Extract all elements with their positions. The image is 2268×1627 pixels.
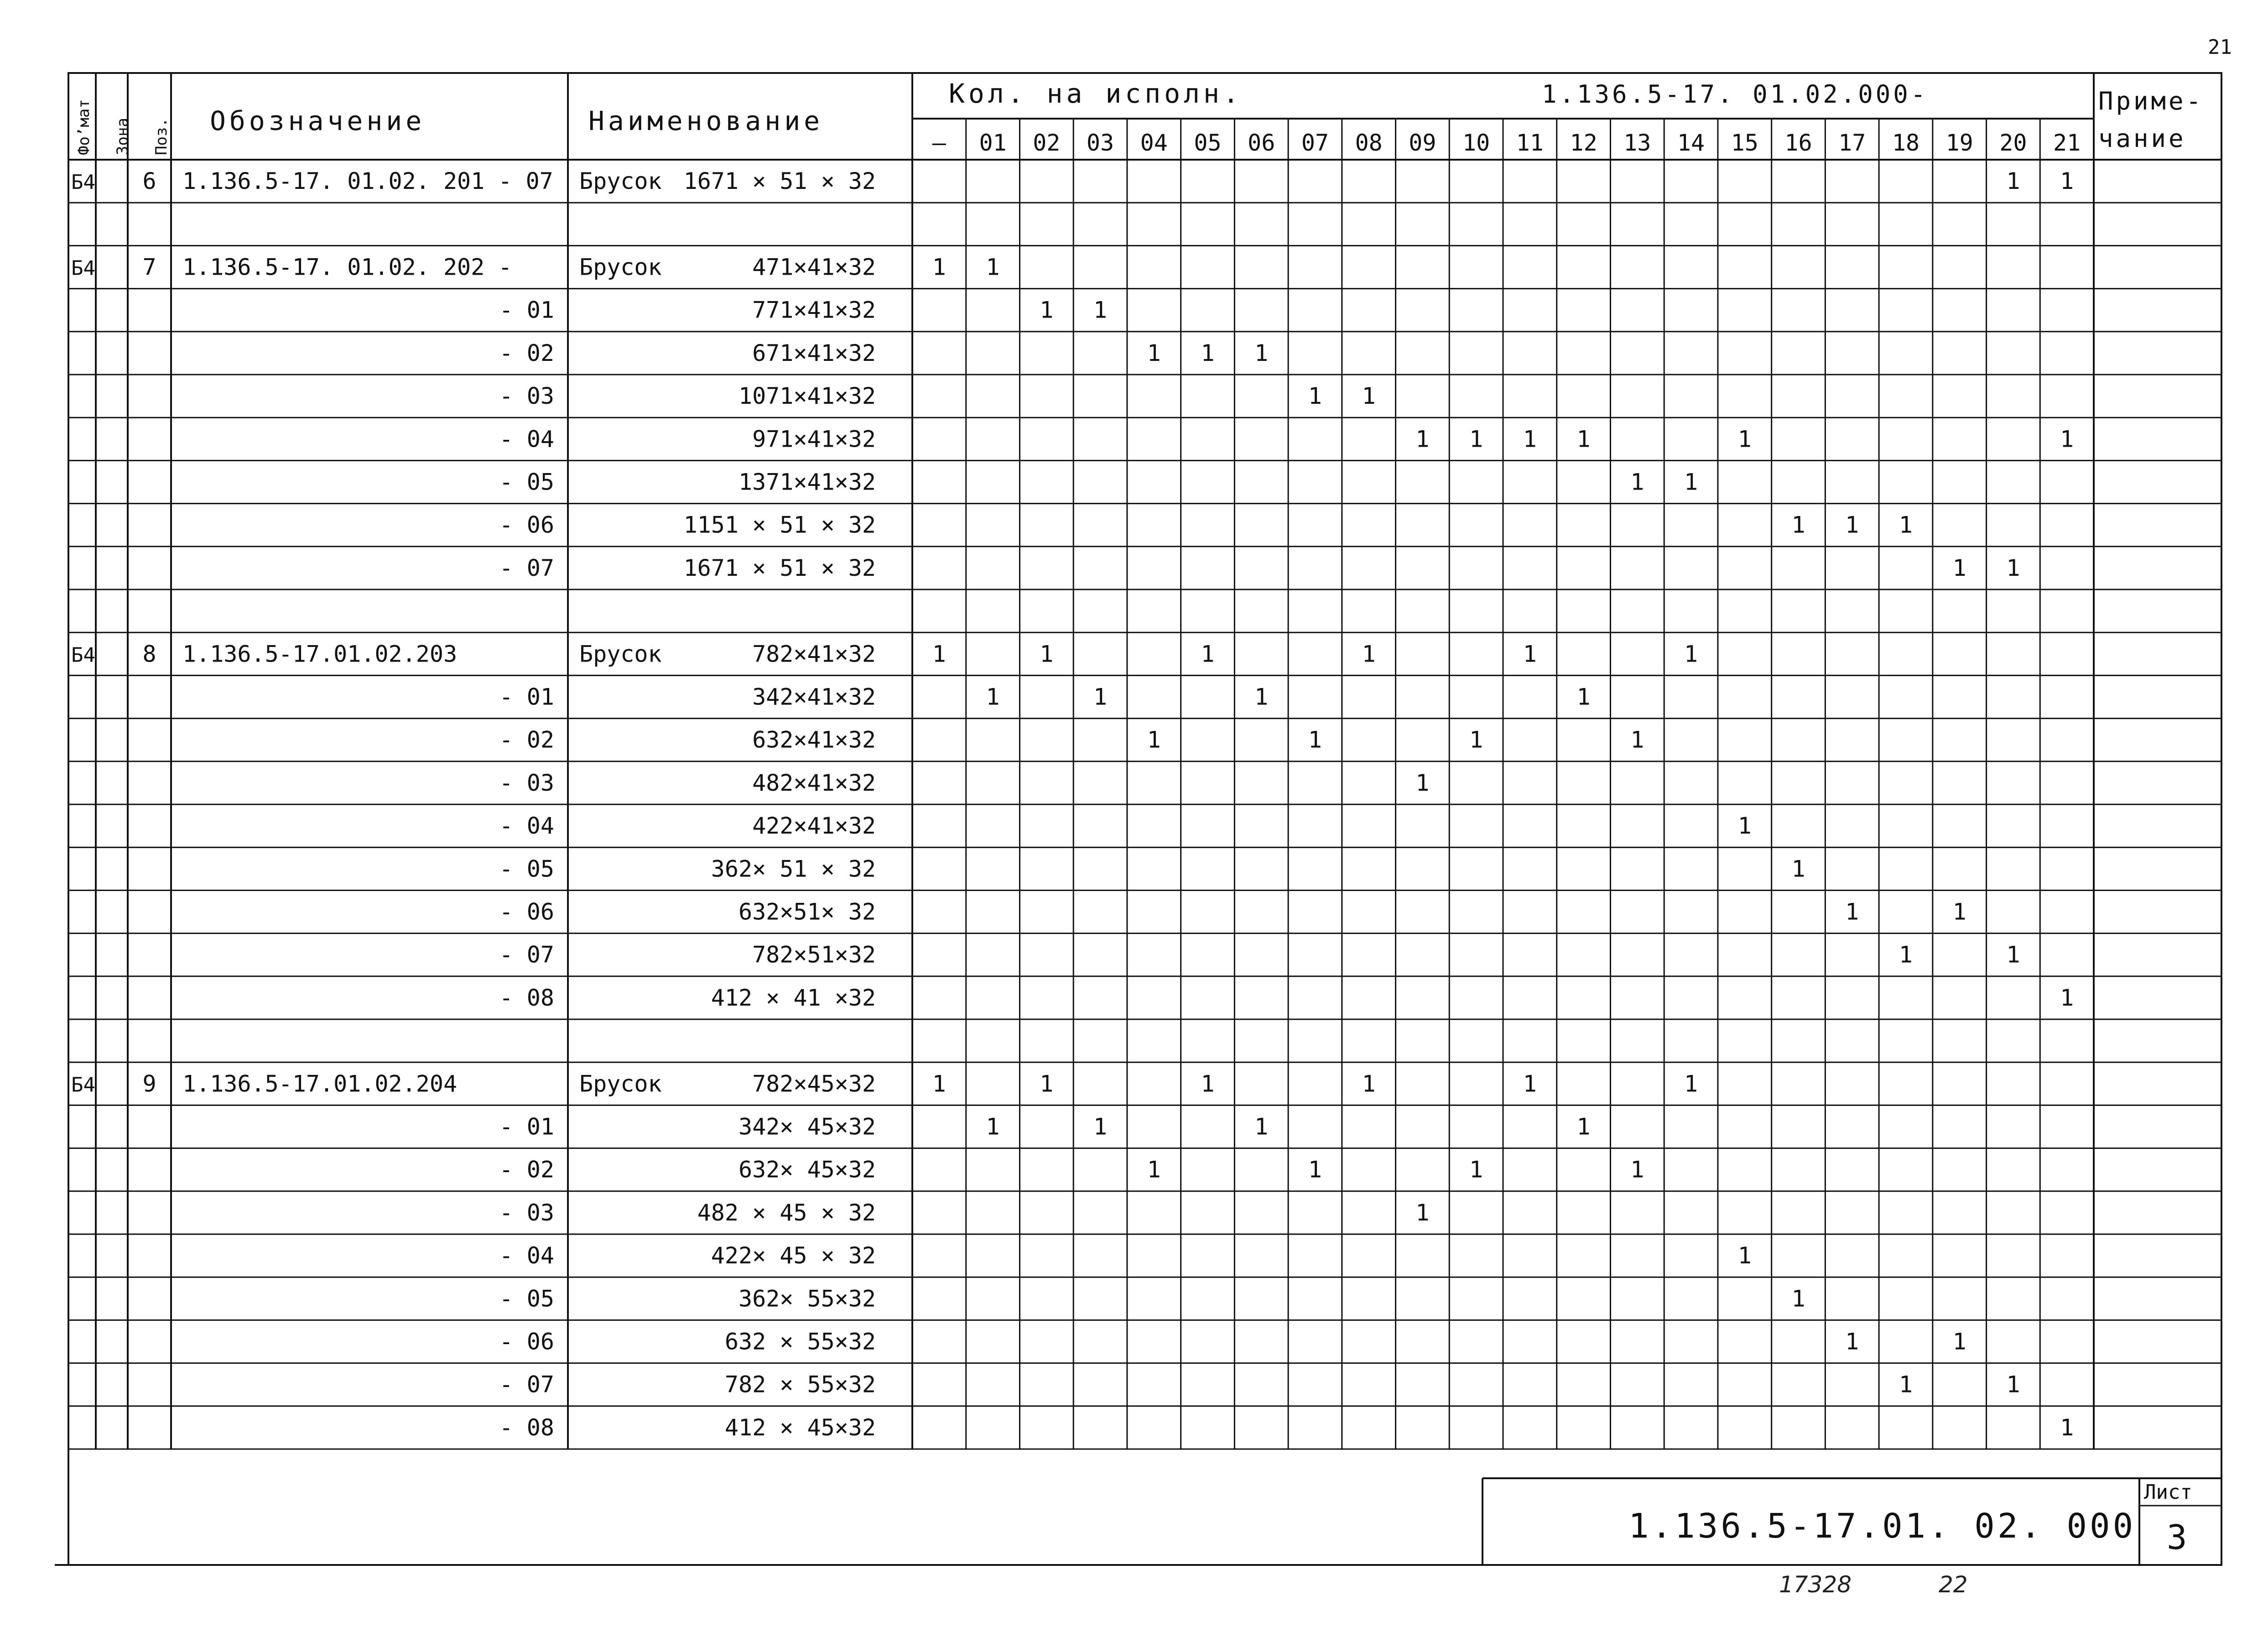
size-cell: 1151 × 51 × 32 — [683, 511, 876, 538]
designation-cell: - 04 — [499, 1242, 554, 1269]
qty-mark: 1 — [1899, 511, 1913, 538]
variant-header-07: 07 — [1301, 130, 1329, 156]
size-cell: 1671 × 51 × 32 — [683, 168, 876, 195]
variant-header-05: 05 — [1194, 130, 1222, 156]
variant-header-01: 01 — [979, 130, 1007, 156]
designation-cell: - 06 — [499, 898, 554, 925]
variant-header-10: 10 — [1462, 130, 1490, 156]
header-zone: Зона — [114, 118, 132, 155]
table-row — [499, 1371, 2020, 1398]
qty-mark: 1 — [1523, 641, 1537, 667]
qty-mark: 1 — [1201, 339, 1215, 366]
variant-headers — [932, 130, 2081, 156]
size-cell: 422×41×32 — [752, 813, 876, 840]
qty-mark: 1 — [1791, 511, 1805, 538]
designation-cell: - 03 — [499, 1199, 554, 1226]
qty-mark: 1 — [2060, 984, 2074, 1011]
size-cell: 362× 55×32 — [738, 1285, 876, 1312]
size-cell: 1671 × 51 × 32 — [683, 554, 876, 581]
table-row — [499, 1113, 1591, 1140]
qty-mark: 1 — [2006, 1371, 2020, 1398]
qty-mark: 1 — [1415, 426, 1430, 453]
table-row — [499, 512, 1913, 538]
designation-cell: - 05 — [499, 469, 554, 495]
size-cell: 671×41×32 — [752, 339, 876, 366]
table-row — [499, 770, 1430, 796]
variant-header-18: 18 — [1892, 130, 1920, 156]
table-row — [499, 1199, 1430, 1226]
table-row — [499, 297, 1108, 323]
variant-header-12: 12 — [1570, 130, 1597, 156]
designation-cell: - 07 — [499, 1371, 554, 1398]
table-row — [71, 1070, 1698, 1097]
position-cell: 9 — [142, 1070, 156, 1097]
table-row — [499, 898, 1966, 925]
qty-mark: 1 — [1845, 898, 1859, 925]
designation-cell: 1.136.5-17.01.02.204 — [182, 1070, 458, 1097]
qty-mark: 1 — [1093, 683, 1108, 710]
table-row — [499, 383, 1376, 409]
inventory-number: 17328 — [1779, 1571, 1852, 1598]
table-row — [499, 555, 2020, 581]
designation-cell: - 06 — [499, 1328, 554, 1355]
qty-mark: 1 — [986, 1113, 1000, 1140]
size-cell: 482 × 45 × 32 — [697, 1199, 876, 1226]
qty-mark: 1 — [1899, 941, 1913, 968]
designation-cell: - 08 — [499, 984, 554, 1011]
table-row — [499, 683, 1591, 710]
qty-mark: 1 — [1523, 1070, 1537, 1097]
qty-mark: 1 — [1362, 641, 1376, 667]
format-cell: Б4 — [71, 171, 95, 194]
size-cell: 1371×41×32 — [738, 469, 876, 495]
designation-cell: - 04 — [499, 813, 554, 840]
table-row — [499, 1242, 1752, 1269]
header-name: Наименование — [588, 105, 824, 136]
variant-header-16: 16 — [1784, 130, 1812, 156]
variant-header-11: 11 — [1516, 130, 1544, 156]
name-cell: Брусок — [579, 1070, 662, 1097]
qty-mark: 1 — [1684, 1070, 1698, 1097]
qty-mark: 1 — [2060, 168, 2074, 195]
variant-header-15: 15 — [1731, 130, 1758, 156]
size-cell: 412 × 45×32 — [724, 1414, 876, 1441]
table-row — [499, 426, 2074, 452]
qty-mark: 1 — [1791, 855, 1805, 882]
size-cell: 782 × 55×32 — [724, 1371, 876, 1398]
qty-mark: 1 — [1845, 1328, 1859, 1355]
size-cell: 471×41×32 — [752, 254, 876, 281]
table-row — [499, 942, 2020, 968]
qty-mark: 1 — [1737, 426, 1752, 453]
table-row — [71, 641, 1698, 667]
size-cell: 362× 51 × 32 — [711, 855, 876, 882]
name-cell: Брусок — [579, 254, 662, 281]
table-header — [75, 78, 2204, 156]
qty-mark: 1 — [1254, 1113, 1269, 1140]
variant-header-20: 20 — [1999, 130, 2027, 156]
position-cell: 6 — [142, 168, 156, 195]
size-cell: 412 × 41 ×32 — [711, 984, 876, 1011]
size-cell: 342×41×32 — [752, 683, 876, 710]
qty-mark: 1 — [986, 254, 1000, 281]
designation-cell: - 01 — [499, 1113, 554, 1140]
qty-mark: 1 — [1952, 554, 1966, 581]
qty-mark: 1 — [1791, 1285, 1805, 1312]
qty-mark: 1 — [932, 641, 946, 667]
header-doc-ref: 1.136.5-17. 01.02.000- — [1542, 80, 1929, 109]
designation-cell: 1.136.5-17. 01.02. 201 - 07 — [182, 168, 553, 195]
qty-mark: 1 — [986, 683, 1000, 710]
table-row — [71, 168, 2074, 194]
header-designation: Обозначение — [210, 105, 426, 136]
size-cell: 482×41×32 — [752, 769, 876, 796]
variant-header-13: 13 — [1623, 130, 1651, 156]
qty-mark: 1 — [2006, 168, 2020, 195]
sheet-label: Лист — [2144, 1481, 2192, 1504]
name-cell: Брусок — [579, 641, 662, 667]
corner-mark: 21 — [2208, 36, 2232, 59]
qty-mark: 1 — [1845, 511, 1859, 538]
qty-mark: 1 — [1040, 297, 1054, 323]
designation-cell: - 04 — [499, 426, 554, 453]
qty-mark: 1 — [1362, 383, 1376, 410]
designation-cell: 1.136.5-17. 01.02. 202 - — [182, 254, 512, 281]
variant-header-02: 02 — [1033, 130, 1061, 156]
qty-mark: 1 — [1469, 1156, 1483, 1183]
table-row — [71, 254, 1000, 280]
designation-cell: - 06 — [499, 511, 554, 538]
size-cell: 342× 45×32 — [738, 1113, 876, 1140]
qty-mark: 1 — [1254, 339, 1269, 366]
designation-cell: - 03 — [499, 769, 554, 796]
header-note-line2: чание — [2098, 124, 2186, 153]
qty-mark: 1 — [1952, 898, 1966, 925]
title-block — [1483, 1478, 2221, 1565]
designation-cell: - 01 — [499, 297, 554, 323]
variant-header-04: 04 — [1140, 130, 1168, 156]
qty-mark: 1 — [1201, 641, 1215, 667]
variant-header-03: 03 — [1086, 130, 1114, 156]
table-row — [499, 1328, 1966, 1355]
variant-header-21: 21 — [2053, 130, 2081, 156]
qty-mark: 1 — [1899, 1371, 1913, 1398]
variant-header-09: 09 — [1409, 130, 1436, 156]
designation-cell: - 05 — [499, 1285, 554, 1312]
size-cell: 782×45×32 — [752, 1070, 876, 1097]
size-cell: 971×41×32 — [752, 426, 876, 453]
size-cell: 632× 45×32 — [738, 1156, 876, 1183]
sheet-number: 3 — [2167, 1518, 2190, 1557]
table-row — [499, 1414, 2074, 1441]
variant-header-06: 06 — [1248, 130, 1275, 156]
header-position: Поз. — [152, 118, 171, 155]
designation-cell: - 03 — [499, 383, 554, 410]
header-qty-title: Кол. на исполн. — [949, 78, 1243, 109]
table-row — [499, 469, 1698, 495]
designation-cell: - 07 — [499, 941, 554, 968]
qty-mark: 1 — [1147, 1156, 1161, 1183]
table-row — [499, 985, 2074, 1011]
qty-mark: 1 — [1469, 726, 1483, 753]
qty-mark: 1 — [1576, 683, 1591, 710]
variant-header-17: 17 — [1838, 130, 1866, 156]
designation-cell: - 02 — [499, 726, 554, 753]
name-cell: Брусок — [579, 168, 662, 195]
qty-mark: 1 — [1254, 683, 1269, 710]
qty-mark: 1 — [1093, 1113, 1108, 1140]
header-note-line1: Приме- — [2098, 87, 2204, 115]
variant-header-base: — — [932, 130, 946, 156]
position-cell: 7 — [142, 254, 156, 281]
variant-header-19: 19 — [1945, 130, 1973, 156]
qty-mark: 1 — [1576, 426, 1591, 453]
qty-mark: 1 — [2060, 426, 2074, 453]
designation-cell: - 02 — [499, 339, 554, 366]
qty-mark: 1 — [1684, 641, 1698, 667]
qty-mark: 1 — [1362, 1070, 1376, 1097]
qty-mark: 1 — [1630, 469, 1644, 495]
qty-mark: 1 — [1308, 726, 1322, 753]
qty-mark: 1 — [1630, 1156, 1644, 1183]
qty-mark: 1 — [1469, 426, 1483, 453]
qty-mark: 1 — [1630, 726, 1644, 753]
document-number: 1.136.5-17.01. 02. 000 — [1628, 1507, 2136, 1546]
table-row — [499, 1157, 1644, 1183]
format-cell: Б4 — [71, 1073, 95, 1097]
qty-mark: 1 — [1040, 641, 1054, 667]
page-number: 22 — [1939, 1571, 1968, 1598]
size-cell: 632×41×32 — [752, 726, 876, 753]
table-row — [499, 727, 1644, 753]
qty-mark: 1 — [1684, 469, 1698, 495]
qty-mark: 1 — [2006, 941, 2020, 968]
table-row — [499, 340, 1269, 366]
designation-cell: - 02 — [499, 1156, 554, 1183]
table-row — [499, 855, 1805, 882]
qty-mark: 1 — [2060, 1414, 2074, 1441]
qty-mark: 1 — [1415, 769, 1430, 796]
size-cell: 771×41×32 — [752, 297, 876, 323]
qty-mark: 1 — [1415, 1199, 1430, 1226]
variant-header-14: 14 — [1677, 130, 1705, 156]
format-cell: Б4 — [71, 643, 95, 667]
qty-mark: 1 — [932, 1070, 946, 1097]
qty-mark: 1 — [1040, 1070, 1054, 1097]
size-cell: 782×51×32 — [752, 941, 876, 968]
qty-mark: 1 — [1147, 726, 1161, 753]
outer-frame — [55, 73, 2221, 1565]
position-cell: 8 — [142, 641, 156, 667]
qty-mark: 1 — [1952, 1328, 1966, 1355]
size-cell: 782×41×32 — [752, 641, 876, 667]
header-format: Фоʼмат — [75, 99, 93, 155]
designation-cell: - 01 — [499, 683, 554, 710]
qty-mark: 1 — [2006, 554, 2020, 581]
qty-mark: 1 — [1093, 297, 1108, 323]
qty-mark: 1 — [932, 254, 946, 281]
qty-mark: 1 — [1523, 426, 1537, 453]
qty-mark: 1 — [1308, 1156, 1322, 1183]
qty-mark: 1 — [1737, 1242, 1752, 1269]
table-row — [499, 813, 1752, 839]
size-cell: 632 × 55×32 — [724, 1328, 876, 1355]
qty-mark: 1 — [1576, 1113, 1591, 1140]
table-row — [499, 1285, 1805, 1312]
designation-cell: - 08 — [499, 1414, 554, 1441]
designation-cell: 1.136.5-17.01.02.203 — [182, 641, 458, 667]
size-cell: 422× 45 × 32 — [711, 1242, 876, 1269]
qty-mark: 1 — [1147, 339, 1161, 366]
qty-mark: 1 — [1201, 1070, 1215, 1097]
designation-cell: - 05 — [499, 855, 554, 882]
size-cell: 1071×41×32 — [738, 383, 876, 410]
format-cell: Б4 — [71, 256, 95, 280]
qty-mark: 1 — [1308, 383, 1322, 410]
qty-mark: 1 — [1737, 813, 1752, 840]
size-cell: 632×51× 32 — [738, 898, 876, 925]
designation-cell: - 07 — [499, 554, 554, 581]
variant-header-08: 08 — [1355, 130, 1383, 156]
